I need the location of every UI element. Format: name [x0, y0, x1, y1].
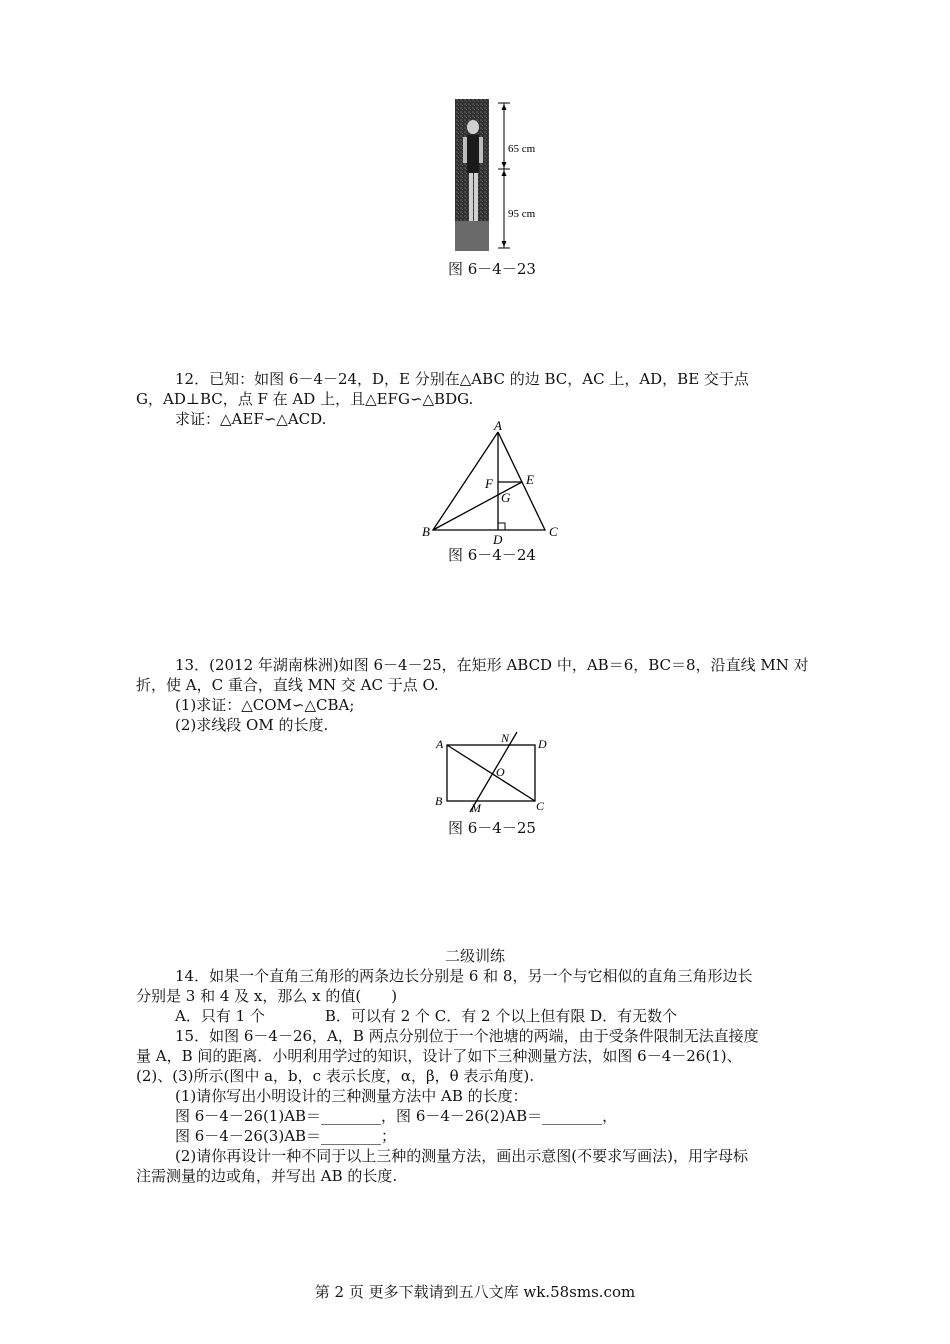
figure-caption: 图 6－4－23: [448, 260, 536, 278]
q12-line3: 求证：△AEF∽△ACD.: [175, 410, 327, 428]
q14-line1: 14．如果一个直角三角形的两条边长分别是 6 和 8，另一个与它相似的直角三角形边长: [175, 967, 753, 985]
q13-line1: 13．(2012 年湖南株洲)如图 6－4－25，在矩形 ABCD 中，AB＝6，BC＝8，沿直线 MN 对: [175, 656, 809, 674]
q13-line2: 折，使 A，C 重合，直线 MN 交 AC 于点 O.: [136, 676, 439, 694]
label-m: M: [471, 801, 481, 815]
figure-6-4-23: [440, 95, 560, 255]
q13-line3: (1)求证：△COM∽△CBA;: [175, 696, 355, 714]
q12-line1: 12．已知：如图 6－4－24，D，E 分别在△ABC 的边 BC，AC 上，AD，BE 交于点: [175, 370, 749, 388]
label-n: N: [501, 731, 510, 745]
label-b: B: [422, 524, 430, 539]
q15-line5: 图 6－4－26(1)AB＝________，图 6－4－26(2)AB＝________，: [175, 1107, 618, 1125]
q14-line2: 分别是 3 和 4 及 x，那么 x 的值( ): [136, 987, 398, 1005]
q13-line4: (2)求线段 OM 的长度.: [175, 716, 329, 734]
label-95cm: 95 cm: [508, 208, 536, 220]
person-photo: [440, 95, 560, 255]
label-e: E: [526, 472, 534, 487]
q15-line8: 注需测量的边或角，并写出 AB 的长度.: [136, 1167, 398, 1185]
q15-line7: (2)请你再设计一种不同于以上三种的测量方法，画出示意图(不要求写画法)，用字母标: [175, 1147, 748, 1165]
q15-line1: 15．如图 6－4－26，A，B 两点分别位于一个池塘的两端，由于受条件限制无法直接度: [175, 1027, 759, 1045]
label-d: D: [538, 737, 547, 751]
figure-6-4-24: [415, 420, 565, 545]
q14-options: A．只有 1 个 B．可以有 2 个 C．有 2 个以上但有限 D．有无数个: [175, 1007, 678, 1025]
label-a: A: [494, 420, 502, 433]
label-f: F: [485, 476, 493, 491]
label-c: C: [536, 799, 545, 813]
label-a: A: [436, 737, 444, 751]
label-o: O: [496, 765, 505, 779]
label-d: D: [493, 532, 503, 545]
page-footer: 第 2 页 更多下载请到五八文库 wk.58sms.com: [314, 1283, 636, 1301]
label-c: C: [549, 524, 558, 539]
label-b: B: [435, 794, 443, 808]
figure-caption: 图 6－4－24: [448, 546, 536, 564]
figure-caption: 图 6－4－25: [448, 819, 536, 837]
q15-line2: 量 A，B 间的距离．小明利用学过的知识，设计了如下三种测量方法，如图 6－4－26(1)、: [136, 1047, 742, 1065]
label-65cm: 65 cm: [508, 143, 536, 155]
figure-6-4-25: [430, 728, 560, 818]
q12-line2: G，AD⊥BC，点 F 在 AD 上，且△EFG∽△BDG.: [136, 390, 474, 408]
label-g: G: [501, 490, 511, 505]
q15-line4: (1)请你写出小明设计的三种测量方法中 AB 的长度：: [175, 1087, 528, 1105]
q15-line6: 图 6－4－26(3)AB＝________；: [175, 1127, 397, 1145]
q15-line3: (2)、(3)所示(图中 a，b，c 表示长度，α，β，θ 表示角度).: [136, 1067, 535, 1085]
section-title: 二级训练: [444, 947, 505, 965]
